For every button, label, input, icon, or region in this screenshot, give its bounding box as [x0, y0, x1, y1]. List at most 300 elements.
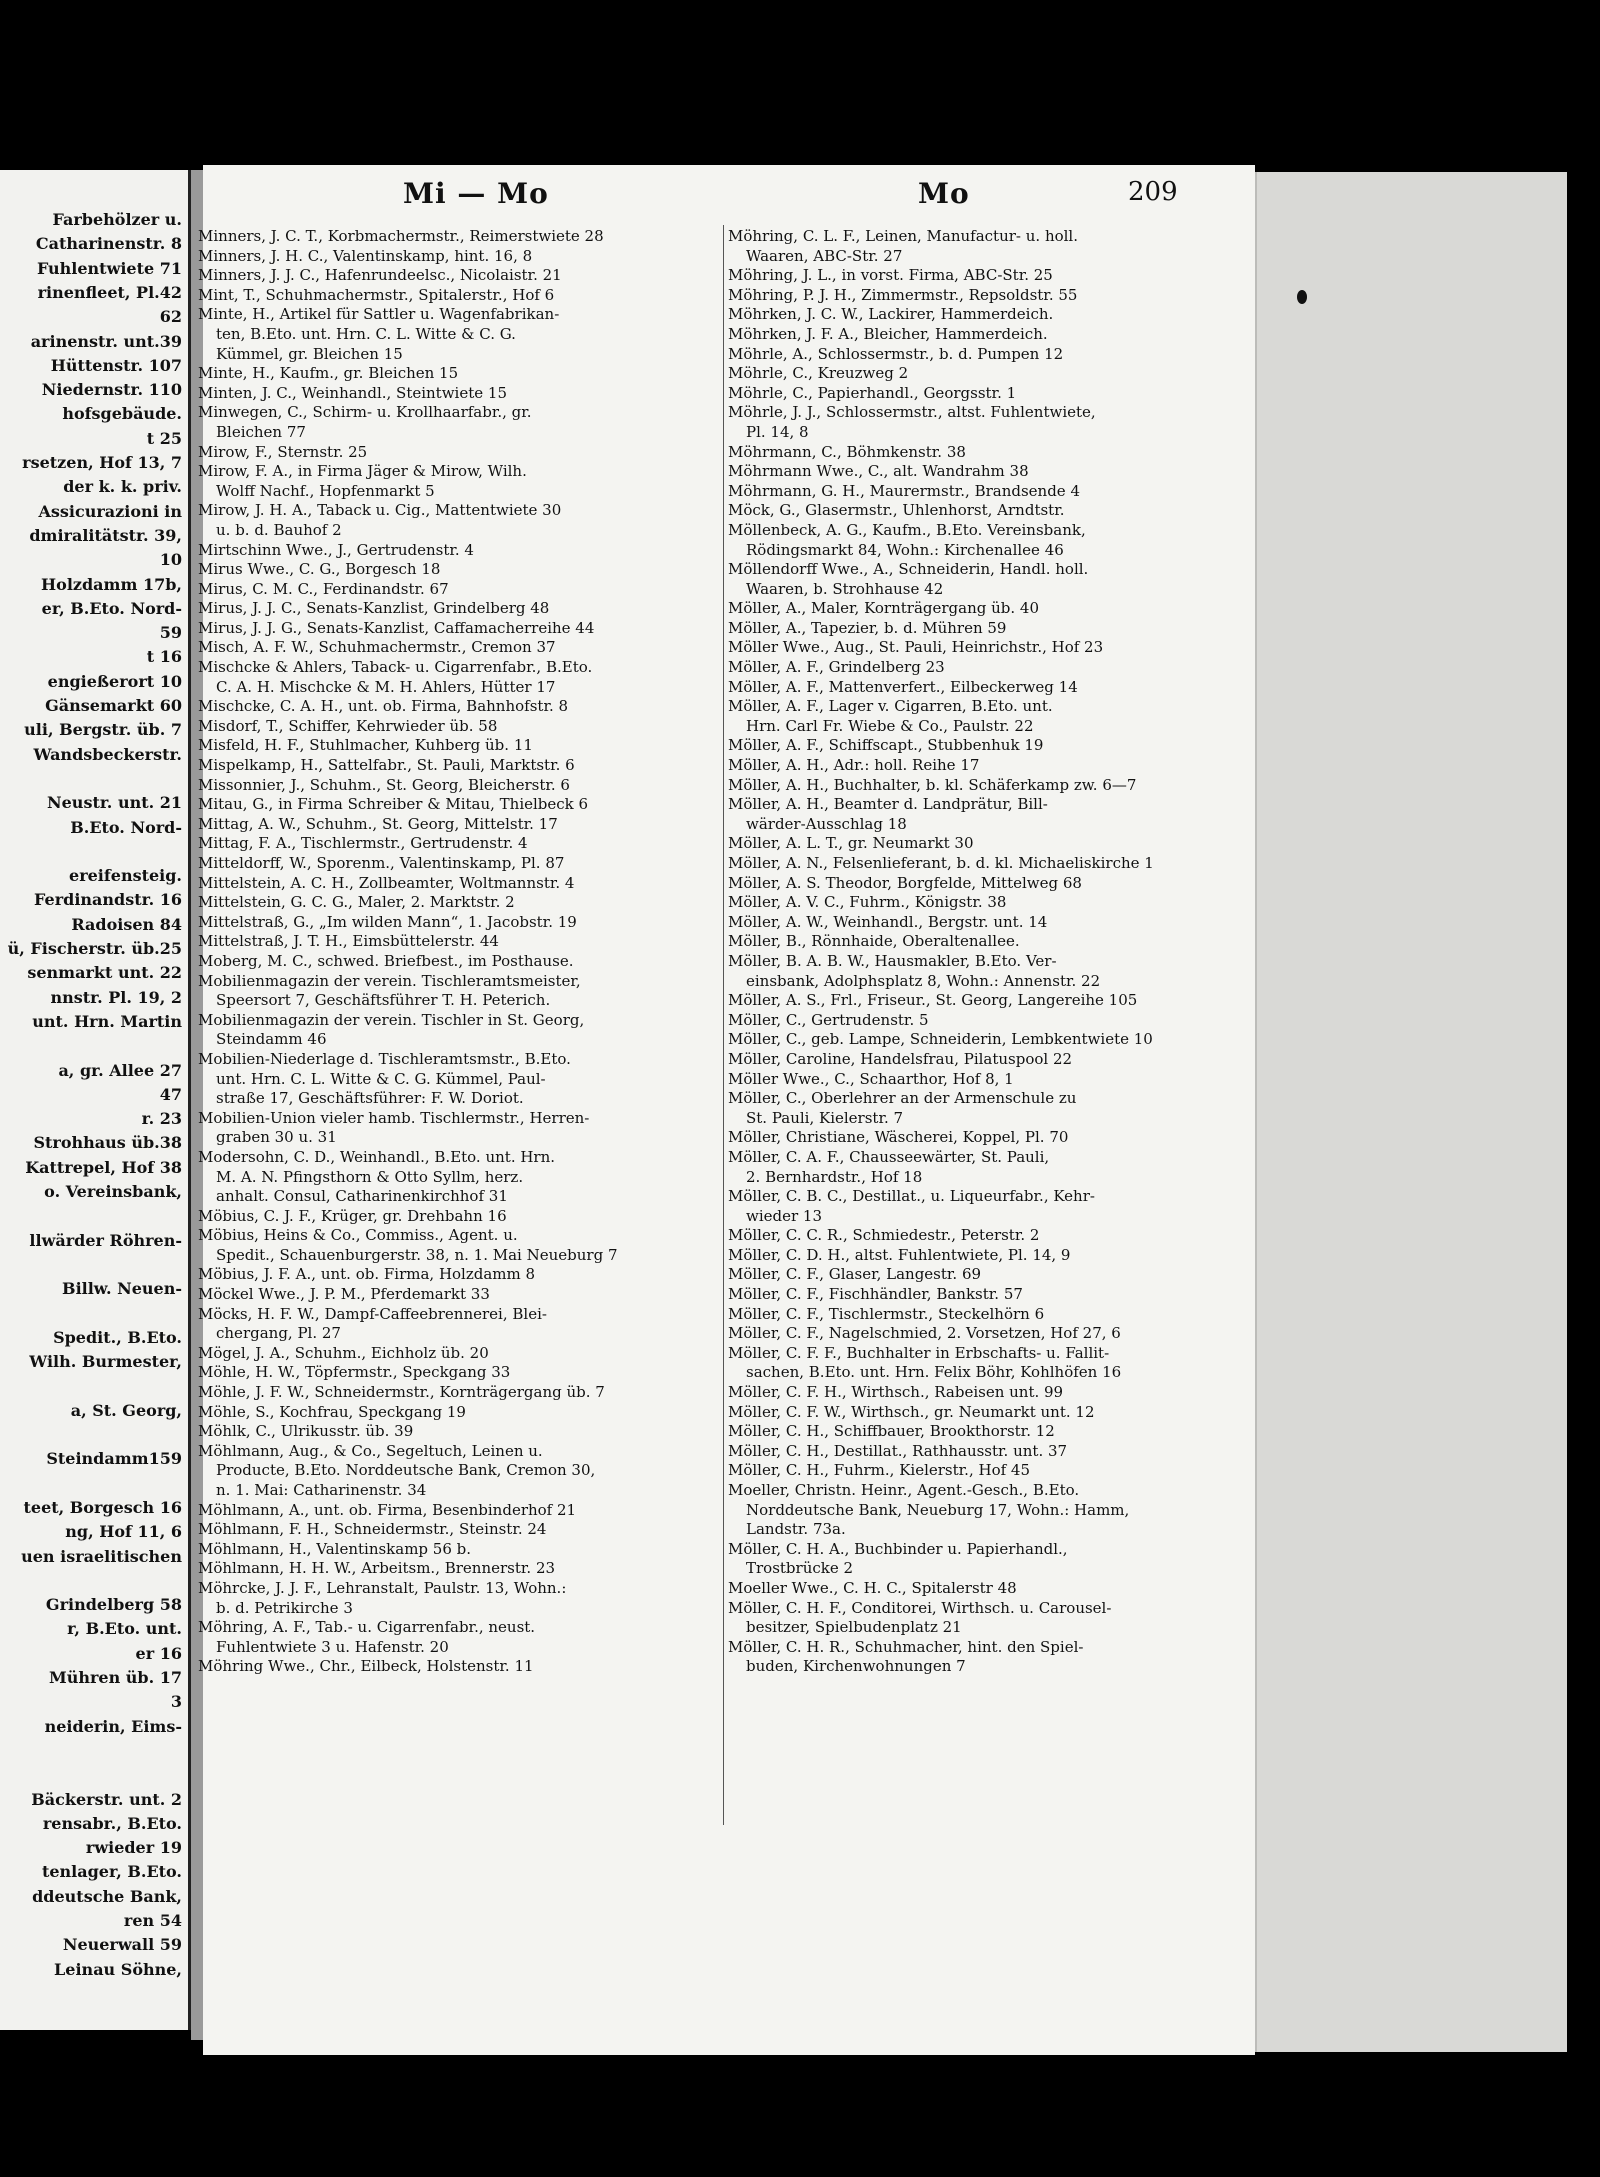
left-page-line: rensabr., B.Eto.: [42, 1813, 182, 1833]
page-edge: [1255, 172, 1567, 2052]
directory-entry: [198, 384, 658, 404]
directory-entry: [198, 560, 658, 580]
left-page-line: Neustr. unt. 21: [47, 793, 182, 813]
directory-entry: [198, 1207, 658, 1227]
directory-entry: [728, 364, 1188, 384]
left-page-line: Spedit., B.Eto.: [53, 1327, 182, 1347]
entry-continuation-line: Kümmel, gr. Bleichen 15: [216, 344, 403, 363]
entry-line: Möhrle, C., Papierhandl., Georgsstr. 1: [728, 383, 1017, 402]
directory-entry: [198, 874, 658, 894]
column-divider: [723, 225, 724, 1825]
left-page-line: nnstr. Pl. 19, 2: [50, 987, 182, 1007]
left-page-line: Ferdinandstr. 16: [34, 890, 182, 910]
entry-line: Möhle, S., Kochfrau, Speckgang 19: [198, 1402, 466, 1421]
directory-entry: [198, 403, 658, 442]
left-page-line: ren 54: [123, 1911, 182, 1930]
entry-line: Möhlk, C., Ulrikusstr. üb. 39: [198, 1422, 414, 1441]
entry-continuation-line: ten, B.Eto. unt. Hrn. C. L. Witte & C. G.: [216, 324, 516, 343]
entry-line: Möller, A. N., Felsenlieferant, b. d. kl. Michaeliskirche 1: [728, 854, 1154, 872]
entry-line: Minners, J. J. C., Hafenrundeelsc., Nicolaistr. 21: [198, 266, 562, 285]
directory-entry: [198, 619, 658, 639]
entry-line: Möhrken, J. F. A., Bleicher, Hammerdeich.: [728, 324, 1048, 343]
entry-line: Möhring, P. J. H., Zimmermstr., Repsoldstr. 55: [728, 285, 1078, 304]
entry-continuation-line: graben 30 u. 31: [216, 1128, 337, 1147]
right-column: [728, 227, 1188, 1677]
entry-line: Mint, T., Schuhmachermstr., Spitalerstr., Hof 6: [198, 285, 555, 304]
entry-line: Möhring, A. F., Tab.- u. Cigarrenfabr., neust.: [198, 1618, 536, 1637]
directory-entry: [198, 227, 658, 247]
directory-entry: [728, 776, 1188, 796]
entry-line: Mobilien-Union vieler hamb. Tischlermstr., Herren-: [198, 1108, 590, 1127]
directory-entry: [728, 1050, 1188, 1070]
entry-line: Möller, C. B. C., Destillat., u. Liqueurfabr., Kehr-: [728, 1187, 1095, 1206]
directory-entry: [198, 247, 658, 267]
entry-line: Minte, H., Kaufm., gr. Bleichen 15: [198, 364, 459, 383]
left-page-line: 10: [159, 550, 182, 570]
directory-entry: [728, 482, 1188, 502]
entry-line: Möhrken, J. C. W., Lackirer, Hammerdeich.: [728, 305, 1054, 324]
entry-continuation-line: wieder 13: [746, 1206, 823, 1225]
directory-entry: [728, 952, 1188, 991]
entry-continuation-line: besitzer, Spielbudenplatz 21: [746, 1618, 962, 1637]
entry-line: Möller, C. H. A., Buchbinder u. Papierhandl.,: [728, 1539, 1068, 1558]
directory-entry: [198, 305, 658, 364]
directory-entry: [728, 638, 1188, 658]
left-page-line: Radoisen 84: [71, 914, 182, 934]
entry-line: Möller, A. H., Buchhalter, b. kl. Schäferkamp zw. 6—7: [728, 775, 1137, 794]
entry-line: Möbius, C. J. F., Krüger, gr. Drehbahn 16: [198, 1206, 507, 1225]
entry-line: Möhring Wwe., Chr., Eilbeck, Holstenstr. 11: [198, 1657, 534, 1676]
entry-line: Möller Wwe., Aug., St. Pauli, Heinrichstr., Hof 23: [728, 638, 1104, 657]
entry-continuation-line: Bleichen 77: [216, 422, 306, 441]
directory-entry: [728, 1638, 1188, 1677]
left-page-line: Niedernstr. 110: [41, 380, 182, 400]
left-page-line: Grindelberg 58: [45, 1595, 182, 1615]
entry-line: Möhrmann, C., Böhmkenstr. 38: [728, 442, 966, 461]
entry-line: Möllendorff Wwe., A., Schneiderin, Handl. holl.: [728, 560, 1089, 579]
entry-line: Mirus Wwe., C. G., Borgesch 18: [198, 560, 441, 579]
left-page-line: Kattrepel, Hof 38: [25, 1157, 182, 1177]
entry-line: Möller, C. H. F., Conditorei, Wirthsch. u. Carousel-: [728, 1598, 1112, 1617]
directory-entry: [728, 384, 1188, 404]
entry-line: Möller, A. F., Lager v. Cigarren, B.Eto. unt.: [728, 697, 1053, 716]
directory-entry: [728, 1442, 1188, 1462]
entry-continuation-line: Waaren, b. Strohhause 42: [746, 579, 944, 598]
left-page-line: unt. Hrn. Martin: [32, 1011, 182, 1031]
entry-line: Möhring, C. L. F., Leinen, Manufactur- u. holl.: [728, 227, 1079, 245]
entry-line: Möhrcke, J. J. F., Lehranstalt, Paulstr. 13, Wohn.:: [198, 1578, 567, 1597]
entry-line: Modersohn, C. D., Weinhandl., B.Eto. unt. Hrn.: [198, 1147, 556, 1166]
directory-entry: [728, 834, 1188, 854]
directory-entry: [198, 1618, 658, 1657]
page-header: [203, 177, 1255, 217]
directory-entry: [728, 560, 1188, 599]
directory-entry: [198, 795, 658, 815]
entry-line: Möller, A. F., Mattenverfert., Eilbeckerweg 14: [728, 677, 1078, 696]
entry-line: Möller, A. F., Schiffscapt., Stubbenhuk 19: [728, 736, 1044, 755]
directory-entry: [728, 1540, 1188, 1579]
entry-line: Mittelstein, G. C. G., Maler, 2. Marktstr. 2: [198, 893, 515, 912]
entry-continuation-line: Producte, B.Eto. Norddeutsche Bank, Cremon 30,: [216, 1461, 596, 1480]
directory-entry: [198, 1148, 658, 1207]
entry-line: Möller, A. F., Grindelberg 23: [728, 658, 945, 677]
directory-entry: [728, 1324, 1188, 1344]
left-page-line: Steindamm159: [46, 1449, 182, 1469]
left-page-line: uen israelitischen: [21, 1546, 182, 1566]
left-column: [198, 227, 658, 1677]
entry-continuation-line: einsbank, Adolphsplatz 8, Wohn.: Annenstr. 22: [746, 971, 1101, 990]
left-page-line: neiderin, Eims-: [44, 1716, 182, 1736]
directory-entry: [728, 1265, 1188, 1285]
directory-entry: [198, 1050, 658, 1109]
entry-line: Möller, C. F., Glaser, Langestr. 69: [728, 1265, 982, 1284]
entry-line: Möller, A. L. T., gr. Neumarkt 30: [728, 834, 974, 853]
left-page-line: Bäckerstr. unt. 2: [31, 1789, 182, 1809]
left-page-line: ddeutsche Bank,: [32, 1886, 182, 1906]
directory-entry: [728, 501, 1188, 521]
entry-line: Möller, C. F. H., Wirthsch., Rabeisen unt. 99: [728, 1383, 1064, 1402]
entry-line: Möhrmann Wwe., C., alt. Wandrahm 38: [728, 462, 1029, 481]
entry-line: Moeller Wwe., C. H. C., Spitalerstr 48: [728, 1578, 1017, 1597]
entry-continuation-line: b. d. Petrikirche 3: [216, 1598, 353, 1617]
left-page-line: Fuhlentwiete 71: [36, 258, 182, 278]
left-page-line: a, gr. Allee 27: [58, 1060, 182, 1080]
directory-entry: [198, 913, 658, 933]
entry-line: Möller, C. H. R., Schuhmacher, hint. den Spiel-: [728, 1637, 1084, 1656]
entry-continuation-line: 2. Bernhardstr., Hof 18: [746, 1167, 923, 1186]
directory-entry: [728, 1285, 1188, 1305]
left-page-line: der k. k. priv.: [63, 477, 182, 497]
directory-entry: [198, 1403, 658, 1423]
directory-entry: [728, 1422, 1188, 1442]
directory-entry: [198, 1540, 658, 1560]
directory-entry: [198, 815, 658, 835]
left-page-line: Neuerwall 59: [62, 1935, 182, 1955]
directory-entry: [728, 1089, 1188, 1128]
entry-line: Mittag, F. A., Tischlermstr., Gertrudenstr. 4: [198, 834, 528, 853]
directory-entry: [198, 462, 658, 501]
entry-line: Mispelkamp, H., Sattelfabr., St. Pauli, Marktstr. 6: [198, 756, 575, 775]
directory-entry: [728, 736, 1188, 756]
entry-continuation-line: Fuhlentwiete 3 u. Hafenstr. 20: [216, 1637, 449, 1656]
entry-line: Möhlmann, Aug., & Co., Segeltuch, Leinen u.: [198, 1441, 543, 1460]
directory-entry: [728, 1030, 1188, 1050]
entry-line: Möbius, Heins & Co., Commiss., Agent. u.: [198, 1226, 518, 1245]
directory-entry: [728, 1481, 1188, 1540]
directory-entry: [198, 286, 658, 306]
left-page-line: Holzdamm 17b,: [41, 574, 182, 594]
entry-line: Minners, J. C. T., Korbmachermstr., Reimerstwiete 28: [198, 227, 604, 245]
left-page-line: Strohhaus üb.38: [33, 1133, 182, 1153]
entry-continuation-line: Hrn. Carl Fr. Wiebe & Co., Paulstr. 22: [746, 716, 1034, 735]
entry-line: Möller, C. H., Destillat., Rathhausstr. unt. 37: [728, 1441, 1068, 1460]
entry-line: Möller, C. F., Tischlermstr., Steckelhörn 6: [728, 1304, 1045, 1323]
directory-entry: [198, 1383, 658, 1403]
entry-line: Möhlmann, H., Valentinskamp 56 b.: [198, 1539, 472, 1558]
entry-line: Mitteldorff, W., Sporenm., Valentinskamp, Pl. 87: [198, 854, 565, 872]
entry-line: Mirow, F., Sternstr. 25: [198, 442, 368, 461]
directory-entry: [728, 1599, 1188, 1638]
entry-line: Mirow, J. H. A., Taback u. Cig., Mattentwiete 30: [198, 501, 562, 520]
entry-continuation-line: straße 17, Geschäftsführer: F. W. Doriot.: [216, 1089, 524, 1108]
directory-entry: [728, 1344, 1188, 1383]
directory-entry: [728, 521, 1188, 560]
entry-line: Mittelstraß, J. T. H., Eimsbüttelerstr. 44: [198, 932, 499, 951]
left-page-line: engießerort 10: [47, 671, 182, 691]
directory-entry: [728, 1148, 1188, 1187]
entry-line: Möller, C. H., Fuhrm., Kielerstr., Hof 45: [728, 1461, 1031, 1480]
directory-entry: [198, 1501, 658, 1521]
entry-line: Möhle, H. W., Töpfermstr., Speckgang 33: [198, 1363, 511, 1382]
directory-entry: [728, 619, 1188, 639]
left-page-line: dmiralitätstr. 39,: [29, 525, 182, 545]
directory-entry: [728, 854, 1188, 874]
entry-continuation-line: u. b. d. Bauhof 2: [216, 520, 342, 539]
entry-continuation-line: unt. Hrn. C. L. Witte & C. G. Kümmel, Paul-: [216, 1069, 546, 1088]
directory-entry: [728, 678, 1188, 698]
left-page-line: r. 23: [141, 1109, 182, 1129]
left-page-line: Wilh. Burmester,: [29, 1352, 182, 1372]
directory-entry: [728, 443, 1188, 463]
entry-continuation-line: Spedit., Schauenburgerstr. 38, n. 1. Mai Neueburg 7: [216, 1245, 618, 1264]
header-center-key: Mo: [918, 177, 970, 210]
entry-line: Mittelstraß, G., „Im wilden Mann“, 1. Jacobstr. 19: [198, 912, 577, 931]
directory-entry: [198, 541, 658, 561]
entry-line: Mittag, A. W., Schuhm., St. Georg, Mittelstr. 17: [198, 814, 558, 833]
entry-line: Moeller, Christn. Heinr., Agent.-Gesch., B.Eto.: [728, 1481, 1080, 1499]
directory-entry: [198, 443, 658, 463]
directory-entry: [198, 599, 658, 619]
entry-line: Möller, C. D. H., altst. Fuhlentwiete, Pl. 14, 9: [728, 1245, 1071, 1264]
entry-line: Mirus, C. M. C., Ferdinandstr. 67: [198, 579, 449, 598]
entry-line: Missonnier, J., Schuhm., St. Georg, Bleicherstr. 6: [198, 775, 570, 794]
entry-continuation-line: Norddeutsche Bank, Neueburg 17, Wohn.: Hamm,: [746, 1500, 1130, 1519]
directory-entry: [728, 599, 1188, 619]
left-page-line: arinenstr. unt.39: [30, 331, 182, 351]
directory-entry: [198, 952, 658, 972]
entry-line: Möller, B., Rönnhaide, Oberaltenallee.: [728, 932, 1020, 951]
directory-entry: [198, 932, 658, 952]
entry-line: Möllenbeck, A. G., Kaufm., B.Eto. Vereinsbank,: [728, 520, 1086, 539]
directory-entry: [728, 227, 1188, 266]
left-page-line: hofsgebäude.: [62, 404, 182, 424]
left-page-line: 3: [170, 1692, 182, 1712]
directory-entry: [198, 1226, 658, 1265]
entry-line: Möller, Caroline, Handelsfrau, Pilatuspool 22: [728, 1049, 1073, 1068]
entry-line: Mittelstein, A. C. H., Zollbeamter, Woltmannstr. 4: [198, 873, 575, 892]
directory-entry: [728, 1070, 1188, 1090]
directory-entry: [198, 1305, 658, 1344]
left-page-line: B.Eto. Nord-: [70, 817, 182, 837]
entry-line: Mobilienmagazin der verein. Tischleramtsmeister,: [198, 971, 581, 990]
entry-line: Möller, C., geb. Lampe, Schneiderin, Lembkentwiete 10: [728, 1030, 1153, 1049]
entry-continuation-line: Trostbrücke 2: [746, 1559, 854, 1578]
directory-entry: [198, 1520, 658, 1540]
directory-entry: [728, 1226, 1188, 1246]
left-page-line: t 25: [146, 428, 182, 448]
entry-line: Möller, A. S. Theodor, Borgfelde, Mittelweg 68: [728, 873, 1082, 892]
entry-line: Möhrle, J. J., Schlossermstr., altst. Fuhlentwiete,: [728, 403, 1096, 422]
entry-continuation-line: M. A. N. Pfingsthorn & Otto Syllm, herz.: [216, 1167, 524, 1186]
directory-entry: [728, 1579, 1188, 1599]
left-page-line: teet, Borgesch 16: [23, 1497, 182, 1517]
directory-entry: [198, 1109, 658, 1148]
directory-entry: [728, 305, 1188, 325]
left-page-line: a, St. Georg,: [70, 1400, 182, 1420]
left-page-line: 47: [159, 1084, 182, 1104]
entry-line: Möller, C. F., Fischhändler, Bankstr. 57: [728, 1285, 1023, 1304]
directory-entry: [728, 345, 1188, 365]
entry-line: Möller, C. F. W., Wirthsch., gr. Neumarkt unt. 12: [728, 1402, 1095, 1421]
left-page-line: 59: [159, 623, 182, 643]
directory-entry: [198, 972, 658, 1011]
left-page-line: uli, Bergstr. üb. 7: [24, 720, 182, 740]
left-page-line: er, B.Eto. Nord-: [41, 598, 182, 618]
entry-line: Mirus, J. J. G., Senats-Kanzlist, Caffamacherreihe 44: [198, 618, 595, 637]
left-page-line: ereifensteig.: [69, 866, 182, 886]
entry-line: Möhring, J. L., in vorst. Firma, ABC-Str. 25: [728, 266, 1053, 285]
entry-line: Minners, J. H. C., Valentinskamp, hint. 16, 8: [198, 246, 533, 265]
entry-line: Misfeld, H. F., Stuhlmacher, Kuhberg üb. 11: [198, 736, 533, 755]
entry-line: Möller, A., Maler, Kornträgergang üb. 40: [728, 599, 1040, 618]
directory-entry: [198, 756, 658, 776]
directory-entry: [728, 403, 1188, 442]
directory-entry: [728, 1305, 1188, 1325]
entry-line: Möller, A. V. C., Fuhrm., Königstr. 38: [728, 893, 1007, 912]
left-page-line: 62: [159, 307, 182, 327]
directory-entry: [728, 795, 1188, 834]
entry-continuation-line: anhalt. Consul, Catharinenkirchhof 31: [216, 1187, 508, 1206]
directory-entry: [198, 854, 658, 874]
left-page-line: t 16: [146, 647, 182, 667]
entry-continuation-line: Rödingsmarkt 84, Wohn.: Kirchenallee 46: [746, 540, 1064, 559]
entry-line: Minwegen, C., Schirm- u. Krollhaarfabr., gr.: [198, 403, 532, 422]
left-page-line: senmarkt unt. 22: [27, 963, 182, 983]
entry-line: Möller, Christiane, Wäscherei, Koppel, Pl. 70: [728, 1128, 1069, 1147]
entry-line: Möhlmann, A., unt. ob. Firma, Besenbinderhof 21: [198, 1500, 577, 1519]
entry-continuation-line: C. A. H. Mischcke & M. H. Ahlers, Hütter 17: [216, 677, 556, 696]
entry-continuation-line: sachen, B.Eto. unt. Hrn. Felix Böhr, Kohlhöfen 16: [746, 1363, 1122, 1382]
left-page-line: Hüttenstr. 107: [50, 355, 182, 375]
left-page-line: Assicurazioni in: [38, 501, 182, 521]
entry-continuation-line: wärder-Ausschlag 18: [746, 814, 907, 833]
left-page-line: Catharinenstr. 8: [35, 234, 182, 254]
entry-line: Mischcke, C. A. H., unt. ob. Firma, Bahnhofstr. 8: [198, 697, 569, 716]
entry-line: Mirus, J. J. C., Senats-Kanzlist, Grindelberg 48: [198, 599, 550, 618]
directory-entry: [198, 1344, 658, 1364]
entry-line: Möller, C., Gertrudenstr. 5: [728, 1010, 929, 1029]
entry-line: Minten, J. C., Weinhandl., Steintwiete 15: [198, 383, 507, 402]
left-facing-page: [0, 170, 191, 2030]
directory-entry: [728, 1011, 1188, 1031]
directory-entry: [198, 776, 658, 796]
entry-continuation-line: Landstr. 73a.: [746, 1520, 846, 1539]
entry-line: Mirow, F. A., in Firma Jäger & Mirow, Wilh.: [198, 462, 527, 481]
directory-entry: [198, 638, 658, 658]
directory-entry: [198, 1285, 658, 1305]
entry-line: Möbius, J. F. A., unt. ob. Firma, Holzdamm 8: [198, 1265, 536, 1284]
left-page-line: Billw. Neuen-: [62, 1279, 182, 1299]
entry-line: Möck, G., Glasermstr., Uhlenhorst, Arndtstr.: [728, 501, 1065, 520]
left-page-line: r, B.Eto. unt.: [67, 1619, 182, 1639]
entry-line: Möller, A. S., Frl., Friseur., St. Georg, Langereihe 105: [728, 991, 1138, 1010]
entry-line: Möcks, H. F. W., Dampf-Caffeebrennerei, Blei-: [198, 1304, 547, 1323]
left-page-line: ng, Hof 11, 6: [65, 1522, 182, 1542]
entry-line: Mirtschinn Wwe., J., Gertrudenstr. 4: [198, 540, 474, 559]
entry-continuation-line: Speersort 7, Geschäftsführer T. H. Peterich.: [216, 991, 551, 1010]
directory-entry: [198, 834, 658, 854]
entry-line: Möller, C. C. R., Schmiedestr., Peterstr. 2: [728, 1226, 1040, 1245]
directory-entry: [198, 697, 658, 717]
entry-line: Mobilienmagazin der verein. Tischler in St. Georg,: [198, 1010, 585, 1029]
directory-entry: [728, 266, 1188, 286]
entry-line: Möller, A., Tapezier, b. d. Mühren 59: [728, 618, 1007, 637]
directory-entry: [198, 658, 658, 697]
directory-entry: [198, 580, 658, 600]
entry-line: Minte, H., Artikel für Sattler u. Wagenfabrikan-: [198, 305, 560, 324]
entry-line: Möller, A. H., Adr.: holl. Reihe 17: [728, 756, 980, 775]
entry-line: Mitau, G., in Firma Schreiber & Mitau, Thielbeck 6: [198, 795, 589, 814]
directory-entry: [728, 658, 1188, 678]
left-page-line: llwärder Röhren-: [29, 1230, 182, 1250]
entry-continuation-line: Steindamm 46: [216, 1030, 327, 1049]
directory-entry: [198, 1011, 658, 1050]
entry-continuation-line: buden, Kirchenwohnungen 7: [746, 1657, 966, 1676]
directory-entry: [728, 991, 1188, 1011]
binding-hole: [1297, 290, 1307, 304]
directory-entry: [198, 717, 658, 737]
entry-line: Möller, C. H., Schiffbauer, Brookthorstr. 12: [728, 1422, 1055, 1441]
entry-line: Möller, C. F. F., Buchhalter in Erbschafts- u. Fallit-: [728, 1343, 1110, 1362]
left-page-line: Wandsbeckerstr.: [33, 744, 182, 764]
entry-line: Möller, C. F., Nagelschmied, 2. Vorsetzen, Hof 27, 6: [728, 1324, 1121, 1343]
entry-line: Möhrle, C., Kreuzweg 2: [728, 364, 909, 383]
directory-entry: [198, 893, 658, 913]
directory-entry: [728, 1246, 1188, 1266]
left-page-line: tenlager, B.Eto.: [41, 1862, 182, 1882]
directory-entry: [728, 756, 1188, 776]
left-page-line: Farbehölzer u.: [52, 210, 182, 229]
entry-line: Möckel Wwe., J. P. M., Pferdemarkt 33: [198, 1285, 490, 1304]
entry-line: Misch, A. F. W., Schuhmachermstr., Cremon 37: [198, 638, 556, 657]
entry-line: Misdorf, T., Schiffer, Kehrwieder üb. 58: [198, 716, 498, 735]
directory-entry: [728, 1461, 1188, 1481]
directory-entry: [198, 736, 658, 756]
directory-entry: [198, 1363, 658, 1383]
directory-entry: [728, 286, 1188, 306]
entry-line: Möller, A. H., Beamter d. Landprätur, Bill-: [728, 795, 1048, 814]
entry-line: Möhle, J. F. W., Schneidermstr., Kornträgergang üb. 7: [198, 1383, 605, 1402]
directory-entry: [198, 364, 658, 384]
entry-line: Möhrmann, G. H., Maurermstr., Brandsende 4: [728, 481, 1080, 500]
left-page-line: Mühren üb. 17: [48, 1668, 182, 1687]
directory-entry: [728, 697, 1188, 736]
left-page-line: o. Vereinsbank,: [44, 1182, 182, 1201]
directory-entry: [728, 1128, 1188, 1148]
directory-entry: [728, 893, 1188, 913]
entry-continuation-line: St. Pauli, Kielerstr. 7: [746, 1108, 904, 1127]
directory-entry: [728, 1403, 1188, 1423]
directory-page: [198, 165, 1255, 2055]
directory-entry: [728, 462, 1188, 482]
entry-line: Moberg, M. C., schwed. Briefbest., im Posthause.: [198, 951, 574, 970]
directory-entry: [728, 932, 1188, 952]
left-page-line: rsetzen, Hof 13, 7: [22, 453, 182, 472]
header-left-range: Mi — Mo: [403, 177, 549, 210]
entry-line: Möller, C. A. F., Chausseewärter, St. Pauli,: [728, 1147, 1050, 1166]
directory-entry: [198, 501, 658, 540]
entry-continuation-line: Pl. 14, 8: [746, 422, 809, 441]
